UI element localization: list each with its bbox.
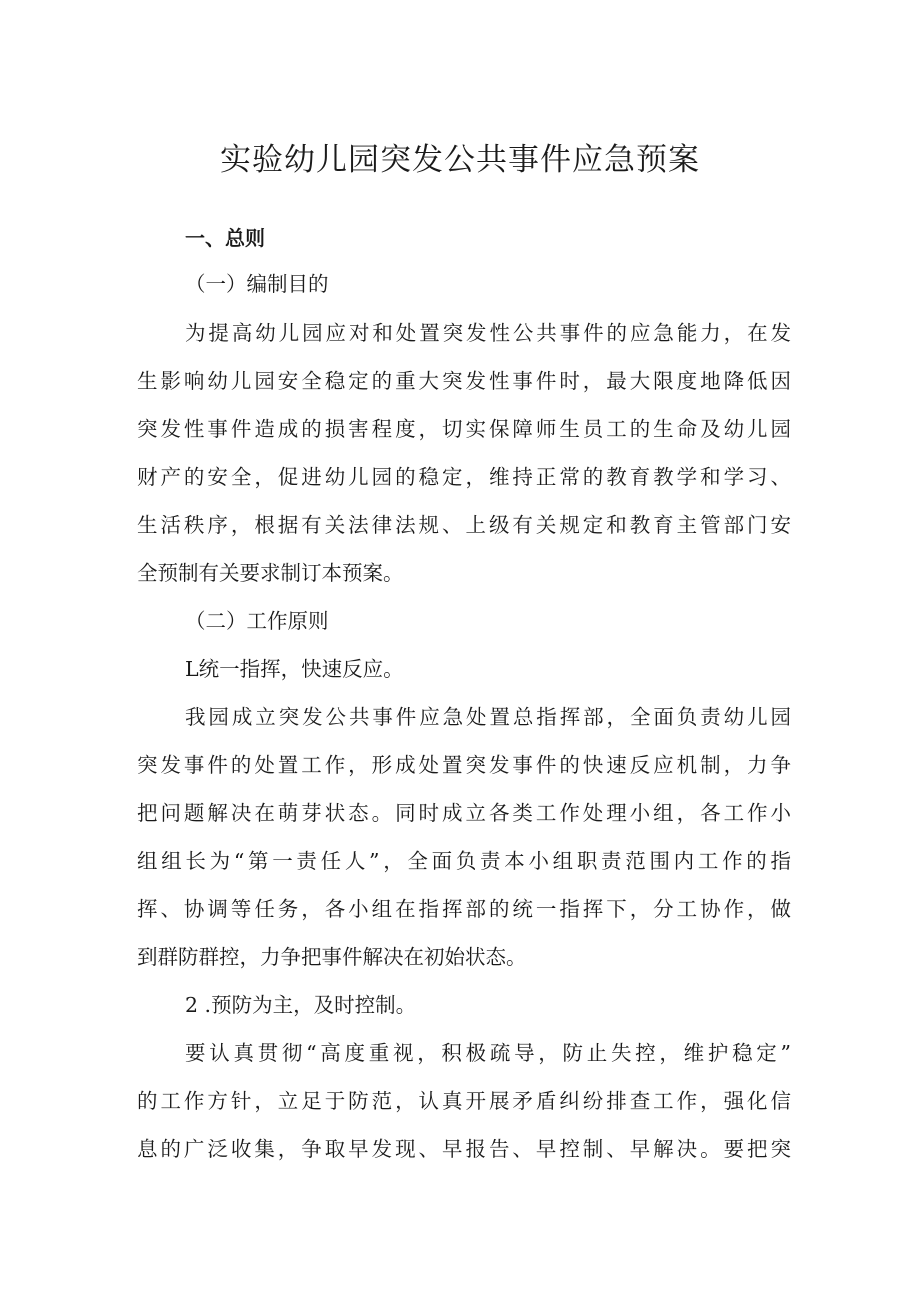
paragraph-line: 突发性事件造成的损害程度，切实保障师生员工的生命及幼儿园 bbox=[137, 417, 791, 441]
paragraph-line: 把问题解决在萌芽状态。同时成立各类工作处理小组，各工作小 bbox=[137, 801, 791, 825]
paragraph-line: 的工作方针，立足于防范，认真开展矛盾纠纷排查工作，强化信 bbox=[137, 1089, 791, 1113]
paragraph-line: 挥、协调等任务，各小组在指挥部的统一指挥下，分工协作，做 bbox=[137, 897, 791, 921]
principle-title: 2 .预防为主，及时控制。 bbox=[185, 993, 417, 1017]
paragraph-line: 要认真贯彻“高度重视，积极疏导，防止失控，维护稳定” bbox=[185, 1041, 791, 1065]
paragraph-line: 组组长为“第一责任人”，全面负责本小组职责范围内工作的指 bbox=[137, 849, 791, 873]
paragraph-line: 生影响幼儿园安全稳定的重大突发性事件时，最大限度地降低因 bbox=[137, 369, 791, 393]
paragraph-line: 我园成立突发公共事件应急处置总指挥部，全面负责幼儿园 bbox=[185, 705, 791, 729]
subsection-heading-purpose: （一）编制目的 bbox=[185, 272, 329, 296]
paragraph-line: 到群防群控，力争把事件解决在初始状态。 bbox=[137, 945, 527, 969]
paragraph-line: 生活秩序，根据有关法律法规、上级有关规定和教育主管部门安 bbox=[137, 513, 791, 537]
paragraph-line: 为提高幼儿园应对和处置突发性公共事件的应急能力，在发 bbox=[185, 321, 791, 345]
section-heading-general: 一、总则 bbox=[185, 226, 265, 250]
paragraph-line: 息的广泛收集，争取早发现、早报告、早控制、早解决。要把突 bbox=[137, 1137, 791, 1161]
paragraph-line: 财产的安全，促进幼儿园的稳定，维持正常的教育教学和学习、 bbox=[137, 465, 791, 489]
document-title: 实验幼儿园突发公共事件应急预案 bbox=[220, 142, 700, 178]
subsection-heading-principles: （二）工作原则 bbox=[185, 609, 329, 633]
paragraph-line: 突发事件的处置工作，形成处置突发事件的快速反应机制，力争 bbox=[137, 753, 791, 777]
principle-title: L统一指挥，快速反应。 bbox=[185, 657, 404, 681]
paragraph-line: 全预制有关要求制订本预案。 bbox=[137, 561, 404, 585]
